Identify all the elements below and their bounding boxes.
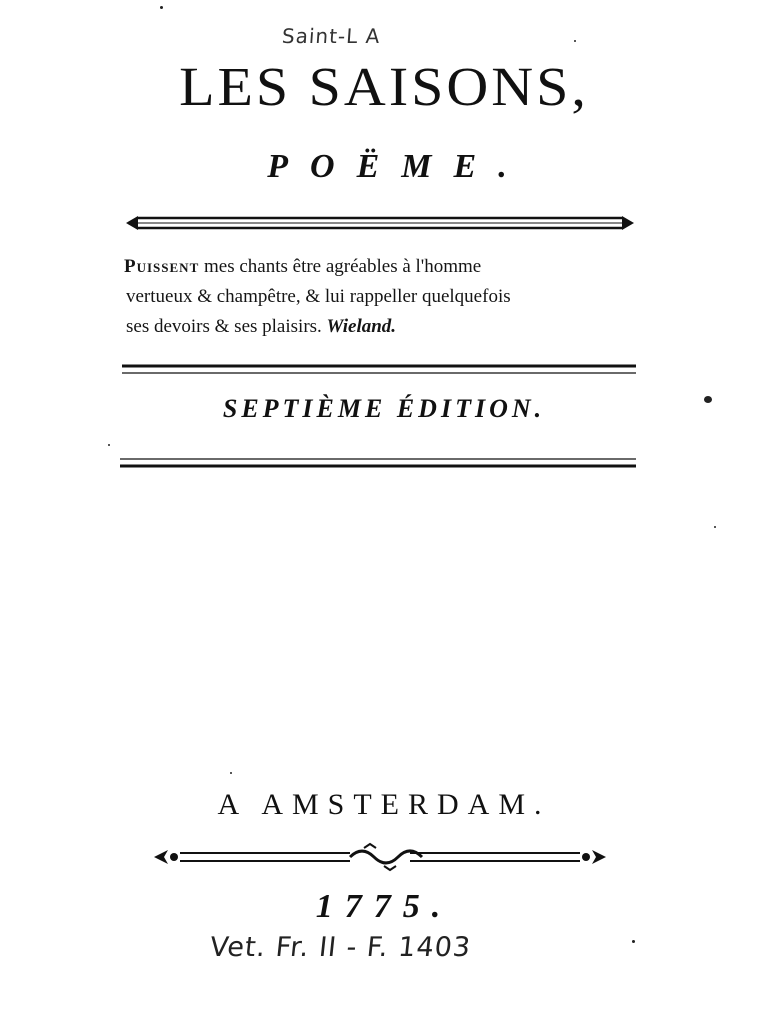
epigraph-line-2: vertueux & champêtre, & lui rappeller quelquefois (126, 286, 511, 307)
double-rule-lower (120, 455, 636, 471)
ink-speck (160, 6, 163, 9)
epigraph-line-3-text: ses devoirs & ses plaisirs. (126, 316, 327, 337)
book-title: LES SAISONS, (179, 55, 589, 118)
ink-speck (574, 40, 576, 42)
epigraph-line-3 (124, 312, 644, 342)
imprint-year: 1775. (315, 888, 453, 925)
epigraph-line-1: mes chants être agréables à l'homme (199, 256, 482, 277)
double-rule-upper (122, 362, 636, 378)
epigraph (124, 252, 644, 342)
handwritten-shelfmark: Vet. Fr. II - F. 1403 (208, 932, 473, 963)
book-subtitle: POËME. (267, 148, 529, 185)
fleuron-ornament (150, 842, 610, 872)
ink-speck (714, 526, 716, 528)
ink-speck (632, 940, 635, 943)
handwritten-note: Saint-L A (281, 24, 382, 48)
edition-label: SEPTIÈME ÉDITION. (222, 394, 546, 423)
ink-speck (230, 772, 232, 774)
imprint-place: A AMSTERDAM. (217, 788, 551, 821)
ink-speck (704, 396, 712, 403)
epigraph-lead: Puissent (124, 256, 200, 277)
epigraph-author: Wieland. (326, 316, 397, 337)
ink-speck (108, 444, 110, 446)
ornamental-rule-top (124, 212, 636, 234)
